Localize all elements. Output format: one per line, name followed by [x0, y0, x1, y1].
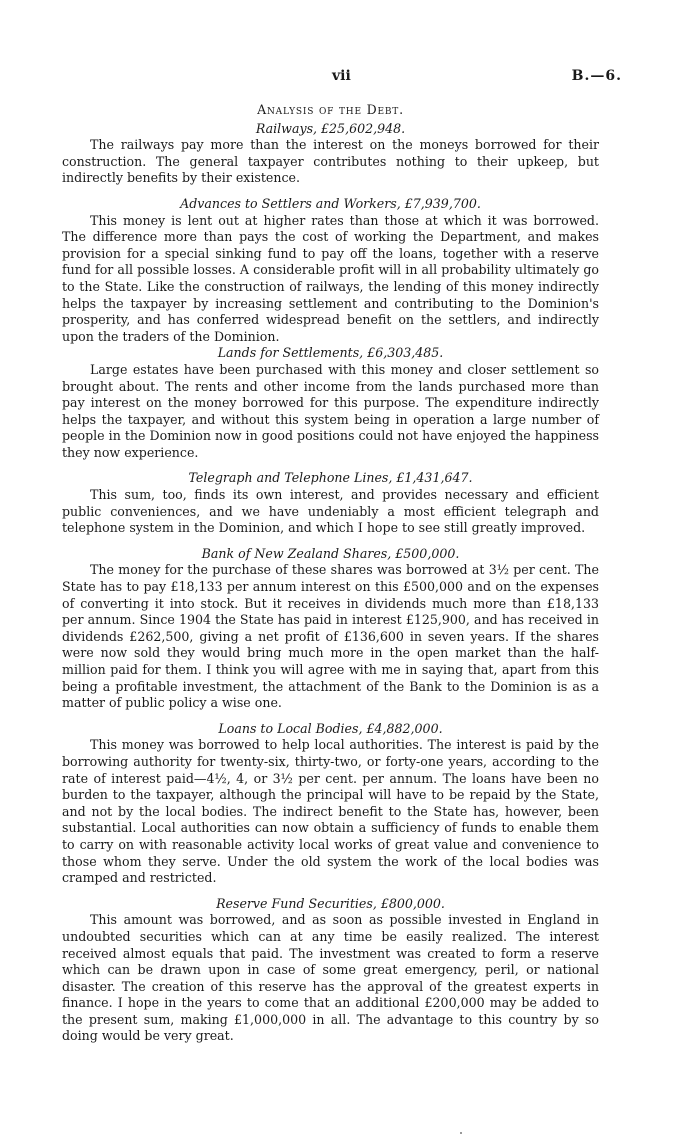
- section-heading: Lands for Settlements, £6,303,485.: [217, 345, 444, 361]
- section-paragraph: This money is lent out at higher rates than those at which it was borrowed. The difference more than pays the cost of working the Department, and makes provision for a special sinking fund to pay off the loans, together with a reserve fund for all possible losses. A considerable profit will in all probability ultimately go to the State. Like the construction of railways, the lending of this money indirectly helps the taxpayer by increasing settlement and contributing to the Dominion's prosperity, and has conferred widespread benefit on the settlers, and indirectly upon the traders of the Dominion.: [62, 212, 599, 344]
- section-paragraph: This money was borrowed to help local authorities. The interest is paid by the borrowing authority for twenty-six, thirty-two, or forty-one years, according to the rate of interest paid—4½, 4, or 3½ per cent. per annum. The loans have been no burden to the taxpayer, although the principal will have to be repaid by the State, and not by the local bodies. The indirect benefit to the State has, however, been substantial. Local authorities can now obtain a sufficiency of funds to enable them to carry on with reasonable activity local works of great value and convenience to those whom they serve. Under the old system the work of the local bodies was cramped and restricted.: [62, 737, 599, 886]
- section-heading: Railways, £25,602,948.: [255, 120, 406, 136]
- section-heading: Bank of New Zealand Shares, £500,000.: [201, 545, 460, 561]
- section-paragraph: The railways pay more than the interest on the moneys borrowed for their construction. The general taxpayer contributes nothing to their upkeep, but indirectly benefits by their existence.: [62, 137, 599, 186]
- section-paragraph: This sum, too, finds its own interest, and provides necessary and efficient public conveniences, and we have undeniably a most efficient telegraph and telephone system in the Dominion, and which I hope to see still greatly improved.: [62, 487, 599, 536]
- page-body: [62, 102, 599, 1045]
- section-paragraph: This amount was borrowed, and as soon as possible invested in England in undoubted securities which can at any time be easily realized. The interest received almost equals that paid. The investment was created to form a reserve which can be drawn upon in case of some great emergency, peril, or national disaster. The creation of this reserve has the approval of the greatest experts in finance. I hope in the years to come that an additional £200,000 may be added to the present sum, making £1,000,000 in all. The advantage to this country by so doing would be very great.: [62, 912, 599, 1044]
- section-heading: Reserve Fund Securities, £800,000.: [216, 895, 445, 911]
- section-heading: Loans to Local Bodies, £4,882,000.: [218, 720, 443, 736]
- scan-speck: [460, 1132, 462, 1134]
- section-heading: Advances to Settlers and Workers, £7,939,700.: [180, 195, 481, 211]
- section-railways: [62, 121, 599, 187]
- section-reserve-fund: [62, 896, 599, 1045]
- page-header: [62, 68, 622, 88]
- section-advances-to-settlers: [62, 196, 599, 345]
- section-telegraph-telephone: [62, 470, 599, 536]
- section-paragraph: Large estates have been purchased with this money and closer settlement so brought about. The rents and other income from the lands purchased more than pay interest on the money borrowed for this purpose. The expenditure indirectly helps the taxpayer, and without this system being in operation a large number of people in the Dominion now in good positions could not have enjoyed the happiness they now experience.: [62, 361, 599, 460]
- section-bank-shares: [62, 546, 599, 712]
- section-lands-for-settlements: [62, 345, 599, 461]
- section-loans-to-local-bodies: [62, 721, 599, 887]
- section-paragraph: The money for the purchase of these shares was borrowed at 3½ per cent. The State has to pay £18,133 per annum interest on this £500,000 and on the expenses of converting it into stock. But it receives in dividends much more than £18,133 per annum. Since 1904 the State has paid in interest £125,900, and has received in dividends £262,500, giving a net profit of £136,600 in seven years. If the shares were now sold they would bring much more in the open market than the half-million paid for them. I think you will agree with me in saying that, apart from this being a profitable investment, the attachment of the Bank to the Dominion is as a matter of public policy a wise one.: [62, 562, 599, 711]
- section-heading: Telegraph and Telephone Lines, £1,431,647.: [188, 470, 473, 486]
- main-heading: Analysis of the Debt.: [257, 102, 404, 117]
- page-number: vii: [332, 68, 351, 84]
- document-reference: B.—6.: [571, 68, 622, 84]
